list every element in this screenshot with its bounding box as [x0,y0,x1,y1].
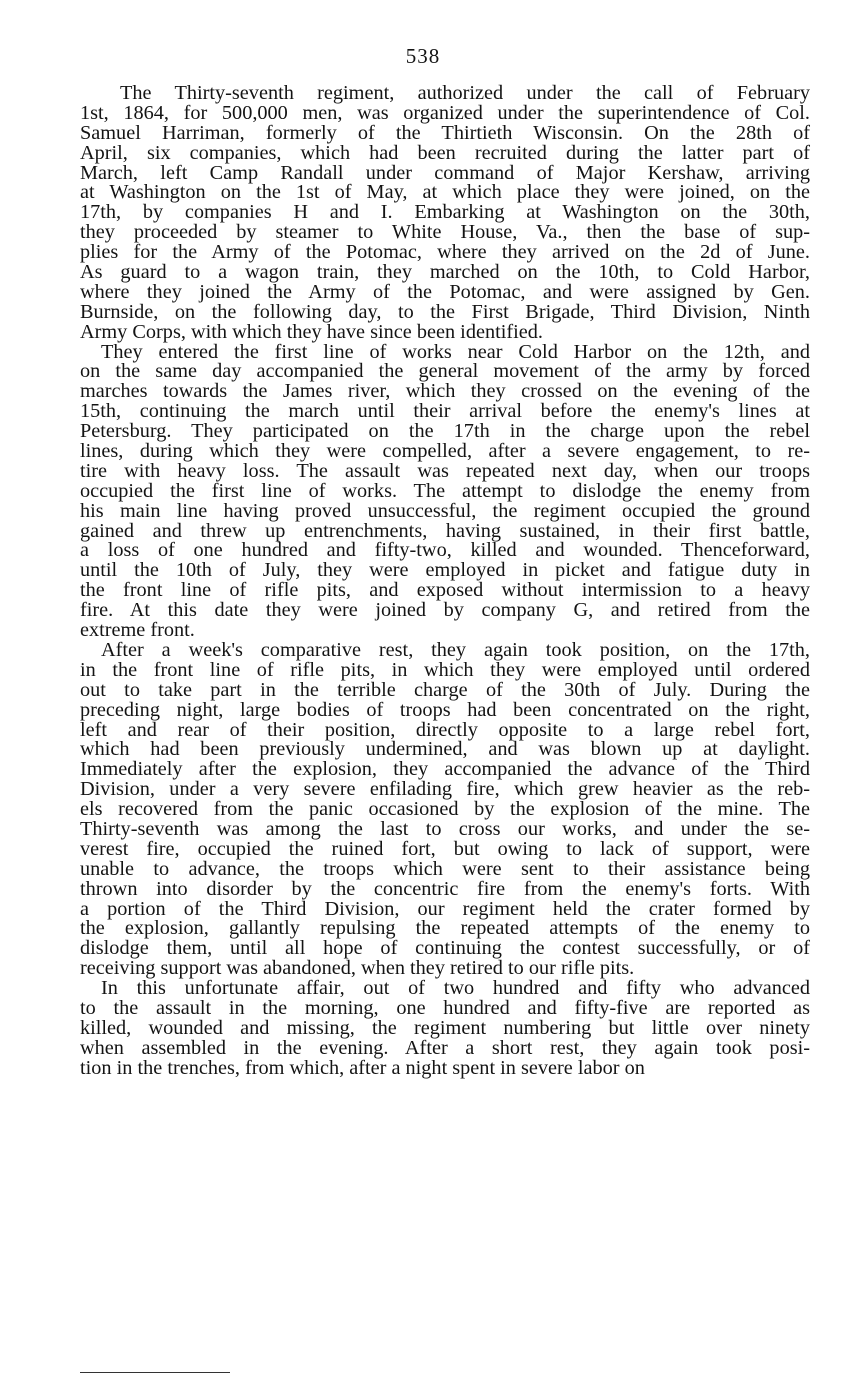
text-line: 15th, continuing the march until their arrival before the enemy's lines at [80,400,810,423]
text-line: tion in the trenches, from which, after a night spent in severe labor on [80,1056,645,1079]
text-line: when assembled in the evening. After a short rest, they again took posi- [80,1036,810,1059]
text-line: receiving support was abandoned, when they retired to our rifle pits. [80,957,635,980]
text-line: a loss of one hundred and fifty-two, killed and wounded. Thenceforward, [80,539,810,562]
text-line: 1st, 1864, for 500,000 men, was organized under the superintendence of Col. [80,101,810,124]
paragraph [80,638,810,980]
text-line: they proceeded by steamer to White House, Va., then the base of sup- [80,221,810,244]
text-line: els recovered from the panic occasioned by the explosion of the mine. The [80,798,810,821]
paragraph [80,979,810,1078]
text-line: Immediately after the explosion, they accompanied the advance of the Third [80,758,810,781]
body-text [80,84,810,1079]
paragraph [80,84,810,343]
text-line: In this unfortunate affair, out of two hundred and fifty who advanced [101,977,810,1000]
text-line: April, six companies, which had been recruited during the latter part of [80,141,810,164]
text-line: plies for the Army of the Potomac, where they arrived on the 2d of June. [80,241,810,264]
text-line: until the 10th of July, they were employed in picket and fatigue duty in [80,559,810,582]
text-line: a portion of the Third Division, our regiment held the crater formed by [80,897,810,920]
text-line: unable to advance, the troops which were sent to their assistance being [80,857,810,880]
bottom-rule [80,1372,230,1373]
text-line: which had been previously undermined, and was blown up at daylight. [80,738,810,761]
text-line: March, left Camp Randall under command of Major Kershaw, arriving [80,161,810,184]
text-line: killed, wounded and missing, the regiment numbering but little over ninety [80,1016,810,1039]
text-line: preceding night, large bodies of troops had been concentrated on the right, [80,698,810,721]
text-line: lines, during which they were compelled, after a severe engagement, to re- [80,440,810,463]
text-line: dislodge them, until all hope of continuing the contest successfully, or of [80,937,810,960]
text-line: After a week's comparative rest, they again took position, on the 17th, [101,638,810,661]
text-line: The Thirty-seventh regiment, authorized under the call of February [120,82,810,104]
text-line: the explosion, gallantly repulsing the repeated attempts of the enemy to [80,917,810,940]
text-line: Thirty-seventh was among the last to cross our works, and under the se- [80,817,810,840]
text-line: Division, under a very severe enfilading fire, which grew heavier as the reb- [80,778,810,801]
text-line: fire. At this date they were joined by company G, and retired from the [80,599,810,622]
text-line: on the same day accompanied the general movement of the army by forced [80,360,810,383]
text-line: left and rear of their position, directly opposite to a large rebel fort, [80,718,810,741]
text-line: where they joined the Army of the Potomac, and were assigned by Gen. [80,280,810,303]
text-line: marches towards the James river, which they crossed on the evening of the [80,380,810,403]
text-line: extreme front. [80,619,195,642]
text-line: Army Corps, with which they have since been identified. [80,320,543,343]
text-line: Petersburg. They participated on the 17th in the charge upon the rebel [80,420,810,443]
text-line: thrown into disorder by the concentric fire from the enemy's forts. With [80,877,810,900]
text-line: in the front line of rifle pits, in which they were employed until ordered [80,658,810,681]
text-line: the front line of rifle pits, and exposed without intermission to a heavy [80,579,810,602]
text-line: occupied the first line of works. The attempt to dislodge the enemy from [80,479,810,502]
text-line: at Washington on the 1st of May, at which place they were joined, on the [80,181,810,204]
text-line: As guard to a wagon train, they marched on the 10th, to Cold Harbor, [80,261,810,284]
text-line: verest fire, occupied the ruined fort, but owing to lack of support, were [80,837,810,860]
text-line: Samuel Harriman, formerly of the Thirtieth Wisconsin. On the 28th of [80,121,810,144]
text-line: his main line having proved unsuccessful, the regiment occupied the ground [80,499,810,522]
text-line: to the assault in the morning, one hundred and fifty-five are reported as [80,996,810,1019]
text-line: out to take part in the terrible charge of the 30th of July. During the [80,678,810,701]
text-line: They entered the first line of works near Cold Harbor on the 12th, and [101,340,810,363]
text-line: Burnside, on the following day, to the First Brigade, Third Division, Ninth [80,300,810,323]
text-line: tire with heavy loss. The assault was repeated next day, when our troops [80,459,810,482]
paragraph [80,340,810,642]
text-line: 17th, by companies H and I. Embarking at Washington on the 30th, [80,201,810,224]
page-number: 538 [405,44,441,68]
text-line: gained and threw up entrenchments, having sustained, in their first battle, [80,519,810,542]
